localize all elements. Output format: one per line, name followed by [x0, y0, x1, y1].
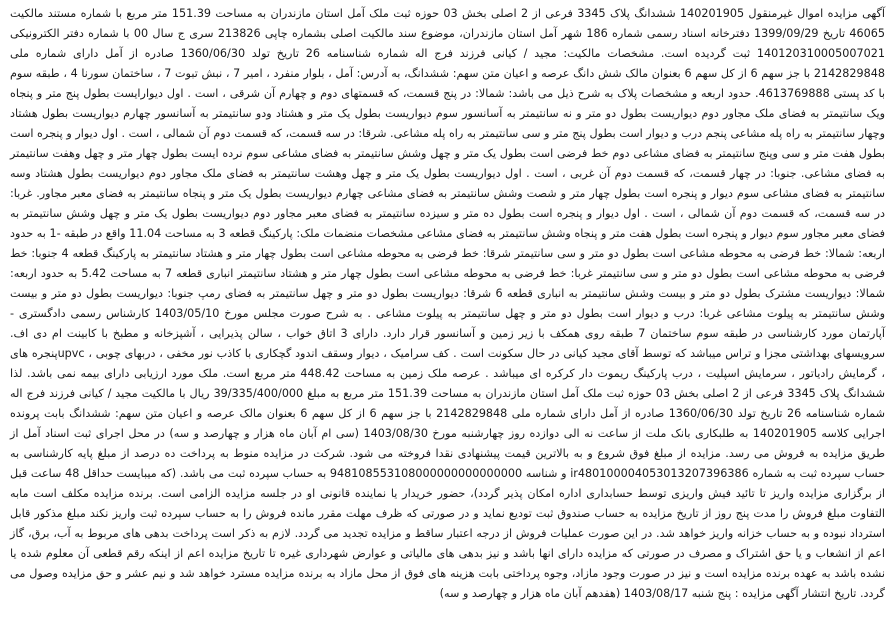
auction-notice-text: آگهی مزایده اموال غیرمنقول 140201905 ششدانگ پلاک 3345 فرعی از 2 اصلی بخش 03 حوزه ثبت ملک آمل استان مازندران به مساحت 151.39 متر مربع با شماره مستند مالکیت 46065 تاریخ 1399/09/29 دفترخانه اسناد رسمی شماره 186 شهر آمل استان مازندران، موضوع سند مالکیت اصلی بشماره چاپی 213826 سری ج سال 00 با شماره دفتر الکترونیکی 140120310005007021 ثبت گردیده است. مشخصات مالکیت: مجید / کیانی فرزند فرج اله شماره شناسنامه 26 تاریخ تولد 1360/06/30 صادره از آمل دارای شماره ملی 2142829848 با جز سهم 6 از کل سهم 6 بعنوان مالک شش دانگ عرصه و اعیان متن سهم: ششدانگ، به آدرس: آمل ، بلوار منفرد ، امیر 7 ، نبش تبوت 7 ، ساختمان سورنا 4 ، طبقه سوم با کد پستی 4613769888. حدود اربعه و مشخصات پلاک به شرح ذیل می باشد: شمالا: در پنج قسمت، که قسمتهای دوم و چهارم آن شرقی ، است . اول دیوارایست بطول پنج متر و پنجاه ویک سانتیمتر به فضای ملک مجاور دوم دیواریست بطول دو متر و نه سانتیمتر به آسانسور سوم دیواریست بطول یک متر و هشتاد ودو سانتیمتر به آسانسور چهارم دیواریست بطول هشتاد وچهار سانتیمتر به راه پله مشاعی پنجم درب و دیوار است بطول پنج متر و سی سانتیمتر به راه پله مشاعی. شرقا: در سه قسمت، که قسمت دوم آن شمالی ، است . اول دیوار و پنجره است بطول هفت متر و سی وپنج سانتیمتر به فضای مشاعی دوم خط فرضی است بطول یک متر و چهل وشش سانتیمتر به فضای مشاعی سوم نرده ایست بطول چهار متر و چهل وهفت سانتیمتر به فضای مشاعی. جنوبا: در چهار قسمت، که قسمت دوم آن غربی ، است . اول دیواریست بطول یک متر و چهل وهشت سانتیمتر به فضای ملک مجاور دوم دیواریست بطول هشتاد وسه سانتیمتر به فضای مشاعی سوم دیوار و پنجره است بطول چهار متر و شصت وشش سانتیمتر به فضای مشاعی چهارم دیواریست بطول یک متر و پنجاه سانتیمتر به فضای معبر مجاور. غربا: در سه قسمت، که قسمت دوم آن شمالی ، است . اول دیوار و پنجره است بطول ده متر و سیزده سانتیمتر به فضای معبر مجاور دوم دیواریست بطول یک متر و چهل وشش سانتیمتر به فضای معبر مجاور سوم دیوار و پنجره است بطول هفت متر و پنجاه وشش سانتیمتر به فضای مشاعی مشخصات منضمات ملک: پارکینگ قطعه 3 به مساحت 11.04 واقع در طبقه -1 به حدود اربعه: شمالا: خط فرضی به محوطه مشاعی است بطول دو متر و سی سانتیمتر شرقا: خط فرضی به محوطه مشاعی است بطول چهار متر و هشتاد سانتیمتر به پارکینگ قطعه 4 جنوبا: خط فرضی به محوطه مشاعی است بطول دو متر و سی سانتیمتر غربا: خط فرضی به محوطه مشاعی است بطول چهار متر و هشتاد سانتیمتر انباری قطعه 7 به مساحت 5.42 به حدود اربعه: شمالا: دیواریست مشترک بطول دو متر و بیست وشش سانتیمتر به انباری قطعه 6 شرقا: دیواریست بطول دو متر و چهل سانتیمتر به فضای رمپ جنوبا: دیواریست بطول دو متر و بیست وشش سانتیمتر به پیلوت مشاعی غربا: درب و دیوار است بطول دو متر و چهل سانتیمتر به پیلوت مشاعی . به شرح صورت مجلس مورخ 1403/05/10 کارشناس رسمی دادگستری - آپارتمان مورد کارشناسی در طبقه سوم ساختمان 7 طبقه روی همکف با زیر زمین و آسانسور قرار دارد. دارای 3 اتاق خواب ، سالن پذیرایی ، آشپزخانه و مطبخ با کابینت ام دی اف. سرویسهای بهداشتی مجزا و تراس میباشد که توسط آقای مجید کیانی در حال سکونت است . کف سرامیک ، دیوار وسقف اندود گچکاری با کاذب نور مخفی ، دربهای چوبی ، upvcپنجره های ، گرمایش رادیاتور ، سرمایش اسپلیت ، درب پارکینگ ریموت دار کرکره ای میباشد . عرصه ملک زمین به مساحت 448.42 متر مربع است. ملک مورد ارزیابی دارای بیمه نمی باشد. لذا ششدانگ پلاک 3345 فرعی از 2 اصلی بخش 03 حوزه ثبت ملک آمل استان مازندران به مساحت 151.39 متر مربع به مبلغ 39/335/400/000 ریال با مالکیت مجید / کیانی فرزند فرج اله شماره شناسنامه 26 تاریخ تولد 1360/06/30 صادره از آمل دارای شماره ملی 2142829848 با جز سهم 6 از کل سهم 6 بعنوان مالک عرصه و اعیان متن سهم: ششدانگ بابت پرونده اجرایی کلاسه 140201905 به طلبکاری بانک ملت از ساعت نه الی دوازده روز چهارشنبه مورخ 1403/08/30 (سی ام آبان ماه هزار و چهارصد و سه) در محل اجرای ثبت اسناد آمل از طریق مزایده به فروش می رسد. مزایده از مبلغ فوق شروع و به بالاترین قیمت پیشنهادی نقدا فروخته می شود. شرکت در مزایده منوط به پرداخت ده درصد از مبلغ پایه کارشناسی به حساب سپرده ثبت به شماره ir480100004053013207396386 و شناسه 948108553108000000000000000 به حساب سپرده ثبت می باشد. (که میبایست حداقل 48 ساعت قبل از برگزاری مزایده واریز تا تائید فیش واریزی توسط حسابداری اداره امکان پذیر گردد)، حضور خریدار یا نماینده قانونی او در جلسه مزایده الزامی است. برنده مزایده مکلف است مابه التفاوت مبلغ فروش را مدت پنج روز از تاریخ مزایده به حساب صندوق ثبت تودیع نماید و در صورتی که ظرف مهلت مقرر مانده فروش را به حساب سپرده ثبت واریز نکند مبلغ مذکور قابل استرداد نبوده و به حساب خزانه واریز خواهد شد. در این صورت عملیات فروش از درجه اعتبار ساقط و مزایده تجدید می گردد. لازم به ذکر است پرداخت بدهی های مربوط به آب، برق، گاز اعم از انشعاب و یا حق اشتراک و مصرف در صورتی که مزایده دارای انها باشد و نیز بدهی های مالیاتی و عوارض شهرداری غیره تا تاریخ مزایده اعم از اینکه رقم قطعی آن معلوم شده یا نشده باشد به عهده برنده مزایده است و نیز در صورت وجود مازاد، وجوه پرداختی بابت هزینه های فوق از محل مازاد به برنده مزایده مسترد خواهد شد و نیم عشر و حق مزایده وصول می گردد. تاریخ انتشار آگهی مزایده : پنج شنبه 1403/08/17 (هفدهم آبان ماه هزار و چهارصد و سه) — [10, 7, 886, 600]
